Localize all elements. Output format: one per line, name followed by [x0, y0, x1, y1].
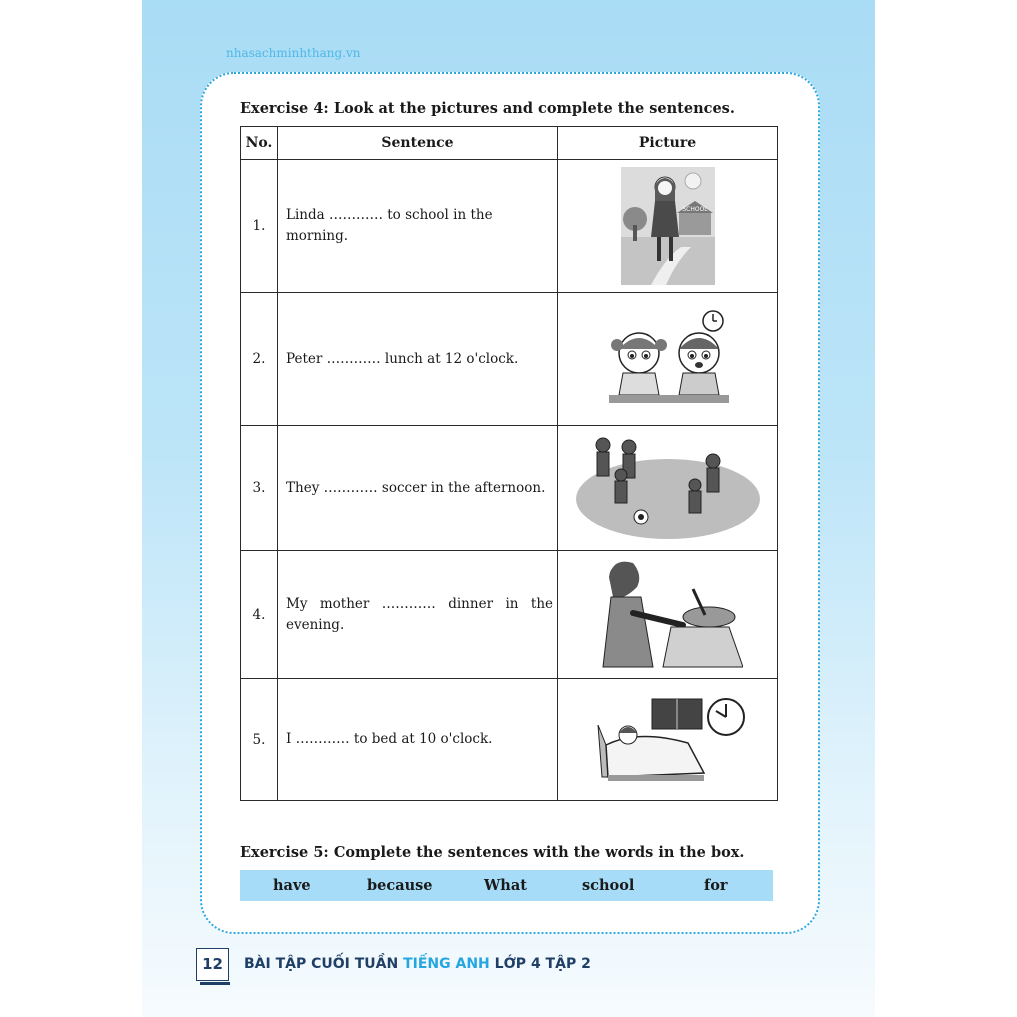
table-header-row [241, 127, 778, 160]
kids-playing-soccer-illustration [573, 433, 763, 543]
header-no: No. [241, 127, 278, 160]
row-sentence: Peter ………… lunch at 12 o'clock. [278, 293, 558, 426]
kids-eating-lunch-illustration [603, 309, 733, 409]
row-number: 3. [241, 426, 278, 551]
girl-walking-to-school-illustration [621, 167, 715, 285]
row-picture [558, 160, 778, 293]
row-number: 2. [241, 293, 278, 426]
page-number: 12 [196, 948, 229, 981]
row-sentence: I ………… to bed at 10 o'clock. [278, 679, 558, 801]
school-sign-text: SCHOOL [681, 206, 708, 213]
header-sentence: Sentence [278, 127, 558, 160]
header-picture: Picture [558, 127, 778, 160]
footer-title-part1: BÀI TẬP CUỐI TUẦN [244, 956, 404, 972]
row-number: 1. [241, 160, 278, 293]
table-row [241, 426, 778, 551]
word-item: because [367, 877, 433, 894]
word-item: for [704, 877, 728, 894]
table-row [241, 160, 778, 293]
exercise-4-table [240, 126, 778, 801]
word-item: have [273, 877, 311, 894]
word-box [240, 870, 773, 901]
footer-title [244, 956, 591, 972]
row-sentence: Linda ………… to school in the morning. [278, 160, 558, 293]
table-row [241, 551, 778, 679]
watermark: nhasachminhthang.vn [226, 46, 361, 60]
row-picture [558, 426, 778, 551]
table-row [241, 293, 778, 426]
row-number: 4. [241, 551, 278, 679]
exercise-4-title: Exercise 4: Look at the pictures and complete the sentences. [240, 100, 735, 117]
mother-cooking-illustration [593, 557, 743, 673]
word-item: school [582, 877, 635, 894]
boy-sleeping-illustration [588, 695, 748, 785]
row-sentence: My mother ………… dinner in the evening. [278, 551, 558, 679]
row-sentence: They ………… soccer in the afternoon. [278, 426, 558, 551]
row-picture [558, 293, 778, 426]
word-item: What [484, 877, 527, 894]
footer-title-part2: LỚP 4 TẬP 2 [489, 956, 591, 972]
table-row [241, 679, 778, 801]
row-number: 5. [241, 679, 278, 801]
row-picture [558, 679, 778, 801]
exercise-5-title: Exercise 5: Complete the sentences with the words in the box. [240, 844, 745, 861]
row-picture [558, 551, 778, 679]
footer-title-highlight: TIẾNG ANH [403, 956, 490, 972]
